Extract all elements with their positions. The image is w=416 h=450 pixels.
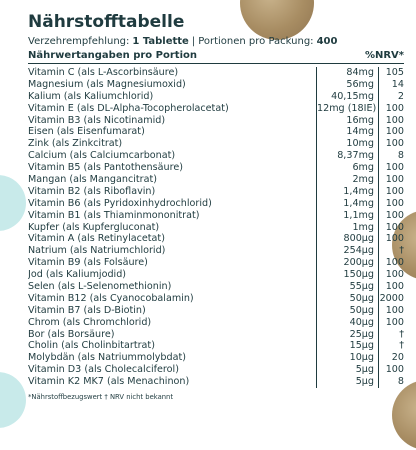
table-row [28,115,404,127]
nutrient-nrv: 100 [378,222,404,234]
nutrient-name: Vitamin B6 (als Pyridoxinhydrochlorid) [28,197,212,209]
nutrient-name: Vitamin D3 (als Cholecalciferol) [28,364,179,376]
nutrient-rows [28,67,404,388]
table-row [28,198,404,210]
nutrient-nrv: 100 [378,138,404,150]
nutrient-nrv: 2000 [379,292,404,304]
nutrient-amount: 16mg [316,115,378,127]
header-left: Nährwertangaben pro Portion [28,50,197,61]
table-row [28,305,404,317]
header-right: %NRV* [364,50,404,61]
nutrient-name: Vitamin C (als L-Ascorbinsäure) [28,67,179,78]
table-row [28,126,404,138]
nutrient-amount: 1,4mg [316,198,378,210]
nutrient-amount: 1mg [316,222,378,234]
meta-separator: | [191,36,196,47]
nutrient-amount: 5µg [316,376,378,388]
nutrient-name: Vitamin B12 (als Cyanocobalamin) [28,292,194,304]
table-row [28,162,404,174]
table-header [28,50,404,64]
nutrient-nrv: 100 [378,257,404,269]
table-row [28,210,404,222]
nutrient-nrv: 100 [378,126,404,138]
nutrient-nrv: 20 [378,352,404,364]
nutrient-amount: 15µg [316,340,378,352]
nutrient-name: Jod (als Kaliumjodid) [28,269,127,281]
nutrient-name: Chrom (als Chromchlorid) [28,316,152,328]
nutrient-nrv: 100 [378,162,404,174]
table-row [28,103,404,115]
nutrient-name: Selen (als L-Selenomethionin) [28,281,172,293]
nutrient-amount: 254µg [316,245,378,257]
nutrient-amount: 5µg [316,364,378,376]
nutrient-nrv: 2 [378,91,404,103]
nutrient-nrv: 14 [378,79,404,91]
nutrient-name: Vitamin E (als DL-Alpha-Tocopherolacetat) [28,102,229,114]
nutrient-amount: 8,37mg [316,150,378,162]
nutrient-nrv: † [378,245,404,257]
nutrition-table-panel [16,0,404,402]
nutrient-nrv: 100 [378,198,404,210]
table-row [28,376,404,388]
nutrient-nrv: 100 [378,269,404,281]
nutrient-nrv: 8 [378,150,404,162]
table-row [28,233,404,245]
nutrient-name: Kalium (als Kaliumchlorid) [28,90,154,102]
table-row [28,79,404,91]
portions-label: Portionen pro Packung: [198,36,314,47]
nutrient-name: Mangan (als Mangancitrat) [28,174,157,186]
nutrient-amount: 10mg [316,138,378,150]
recommendation-value: 1 Tablette [132,36,189,47]
nutrient-nrv: † [378,329,404,341]
nutrient-name: Magnesium (als Magnesiumoxid) [28,78,186,90]
nutrient-amount: 25µg [316,329,378,341]
table-row [28,340,404,352]
table-row [28,67,404,79]
nutrient-nrv: 100 [378,186,404,198]
nutrient-name: Kupfer (als Kupfergluconat) [28,221,160,233]
nutrient-amount: 84mg [316,67,378,79]
nutrient-nrv: 100 [378,233,404,245]
nutrient-name: Vitamin A (als Retinylacetat) [28,233,165,245]
nutrient-nrv: 8 [378,376,404,388]
nutrient-name: Natrium (als Natriumchlorid) [28,245,166,257]
nutrient-nrv: 100 [378,174,404,186]
nutrient-name: Vitamin B3 (als Nicotinamid) [28,114,166,126]
table-row [28,329,404,341]
nutrient-name: Zink (als Zinkcitrat) [28,138,123,150]
nutrient-amount: 150µg [316,269,378,281]
table-row [28,186,404,198]
nutrient-amount: 40,15mg [316,91,378,103]
nutrient-nrv: 100 [378,210,404,222]
nutrient-name: Cholin (als Cholinbitartrat) [28,340,155,352]
nutrient-nrv: 100 [378,305,404,317]
nutrient-amount: 2mg [316,174,378,186]
nutrient-amount: 1,1mg [316,210,378,222]
nutrient-name: Vitamin B7 (als D-Biotin) [28,304,146,316]
nutrient-name: Vitamin B5 (als Pantothensäure) [28,162,183,174]
page-title: Nährstofftabelle [28,12,185,32]
nutrient-name: Vitamin B2 (als Riboflavin) [28,185,156,197]
table-row [28,317,404,329]
nutrient-amount: 40µg [316,317,378,329]
nutrient-amount: 200µg [316,257,378,269]
nutrient-nrv: 100 [378,115,404,127]
table-row [28,138,404,150]
nutrient-amount: 12mg (18IE) [317,102,377,114]
nutrient-amount: 10µg [316,352,378,364]
nutrient-amount: 6mg [316,162,378,174]
nutrient-name: Eisen (als Eisenfumarat) [28,126,145,138]
table-row [28,150,404,162]
nutrient-nrv: 105 [378,67,404,79]
nutrient-name: Bor (als Borsäure) [28,328,115,340]
serving-info [28,36,400,47]
nutrient-name: Vitamin B1 (als Thiaminmononitrat) [28,209,200,221]
nutrient-amount: 800µg [316,233,378,245]
nutrient-name: Molybdän (als Natriummolybdat) [28,352,186,364]
recommendation-label: Verzehrempfehlung: [28,36,130,47]
nutrient-nrv: 100 [378,364,404,376]
table-row [28,91,404,103]
nutrient-amount: 56mg [316,79,378,91]
footnote: *Nährstoffbezugswert † NRV nicht bekannt [28,393,174,402]
portions-value: 400 [316,36,338,47]
nutrient-name: Calcium (als Calciumcarbonat) [28,150,176,162]
nutrient-amount: 1,4mg [316,186,378,198]
table-row [28,269,404,281]
nutrient-name: Vitamin B9 (als Folsäure) [28,257,148,269]
table-row [28,222,404,234]
table-row [28,364,404,376]
table-row [28,245,404,257]
nutrient-nrv: 100 [378,281,404,293]
nutrient-amount: 14mg [316,126,378,138]
table-row [28,352,404,364]
table-row [28,174,404,186]
table-row [28,257,404,269]
table-row [28,281,404,293]
nutrient-nrv: 100 [378,103,404,115]
nutrient-amount: 55µg [316,281,378,293]
nutrient-nrv: † [378,340,404,352]
nutrient-name: Vitamin K2 MK7 (als Menachinon) [28,376,190,388]
nutrient-amount: 50µg [316,293,378,305]
nutrient-amount: 50µg [316,305,378,317]
nutrient-nrv: 100 [378,317,404,329]
table-row [28,293,404,305]
